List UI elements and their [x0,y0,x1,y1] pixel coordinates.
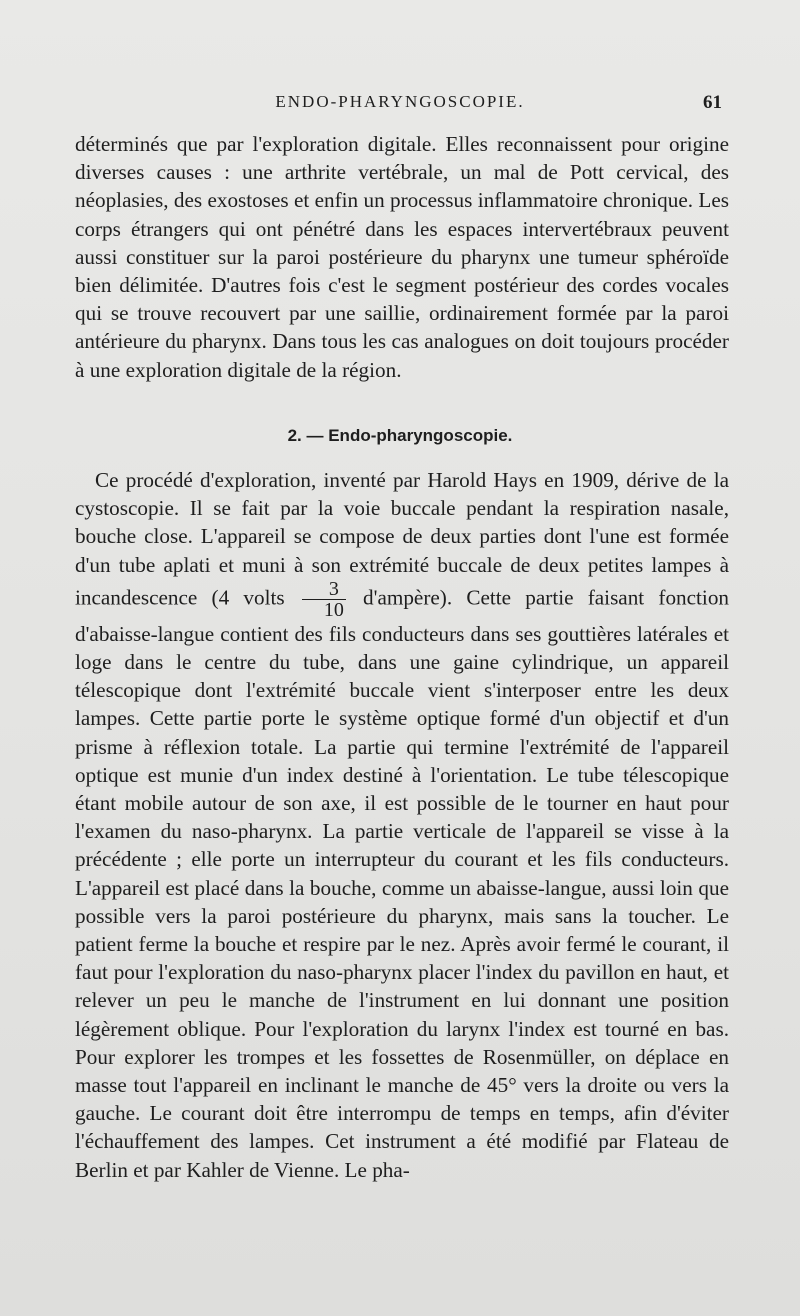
running-head [0,90,800,116]
paragraph-1-text: déterminés que par l'exploration digitale. Elles reconnaissent pour origine diverses causes : une arthrite vertébrale, un mal de Pott cervical, des néoplasies, des exostoses et enfin un processus inflammatoire chronique. Les corps étrangers qui ont pénétré dans les espaces intervertébraux peuvent aussi constituer sur la paroi postérieure du pharynx une tumeur sphéroïde bien délimitée. D'autres fois c'est le segment postérieur des cordes vocales qui se trouve recouvert par une saillie, ordinairement formée par la paroi antérieure du pharynx. Dans tous les cas analogues on doit toujours procéder à une exploration digitale de la région. [75,132,729,382]
paragraph-2-before-fraction: Ce procédé d'exploration, inventé par Harold Hays en 1909, dérive de la cystoscopie. Il se fait par la voie buccale pendant la respiration nasale, bouche close. L'appareil se compose de deux parties dont l'une est formée d'un tube aplati et muni à son extrémité buccale de deux petites lampes à incandescence (4 volts [75,468,729,610]
paragraph-2-after-fraction: d'ampère). Cette partie faisant fonction d'abaisse-langue contient des fils conducteurs dans ses gouttières latérales et loge dans le centre du tube, dans une gaine cylindrique, un appareil télescopique dont l'extrémité buccale vient s'interposer entre les deux lampes. Cette partie porte le système optique formé d'un objectif et d'un prisme à réflexion totale. La partie qui termine l'extrémité de l'appareil optique est munie d'un index destiné à l'orientation. Le tube télescopique étant mobile autour de son axe, il est possible de le tourner en haut pour l'examen du naso-pharynx. La partie verticale de l'appareil se visse à la précédente ; elle porte un interrupteur du courant et les fils conducteurs. L'appareil est placé dans la bouche, comme un abaisse-langue, aussi loin que possible vers la paroi postérieure du pharynx, mais sans la toucher. Le patient ferme la bouche et respire par le nez. Après avoir fermé le courant, il faut pour l'exploration du naso-pharynx placer l'index du pavillon en haut, et relever un peu le manche de l'instrument en lui donnant une position légèrement oblique. Pour l'exploration du larynx l'index est tourné en bas. Pour explorer les trompes et les fossettes de Rosenmüller, on déplace en masse tout l'appareil en inclinant le manche de 45° vers la droite ou vers la gauche. Le courant doit être interrompu de temps en temps, afin d'éviter l'échauffement des lampes. Cet instrument a été modifié par Flateau de Berlin et par Kahler de Vienne. Le pha- [75,585,730,1182]
fraction-numerator: 3 [302,579,346,600]
fraction [302,579,346,620]
running-title: ENDO-PHARYNGOSCOPIE. [275,92,525,111]
paragraph-2-text [75,466,729,1184]
section-heading: 2. — Endo-pharyngoscopie. [287,426,513,445]
body-paragraph-2 [75,466,729,1184]
page-number: 61 [703,92,722,113]
body-paragraph-1 [75,130,729,384]
fraction-denominator: 10 [323,598,344,621]
